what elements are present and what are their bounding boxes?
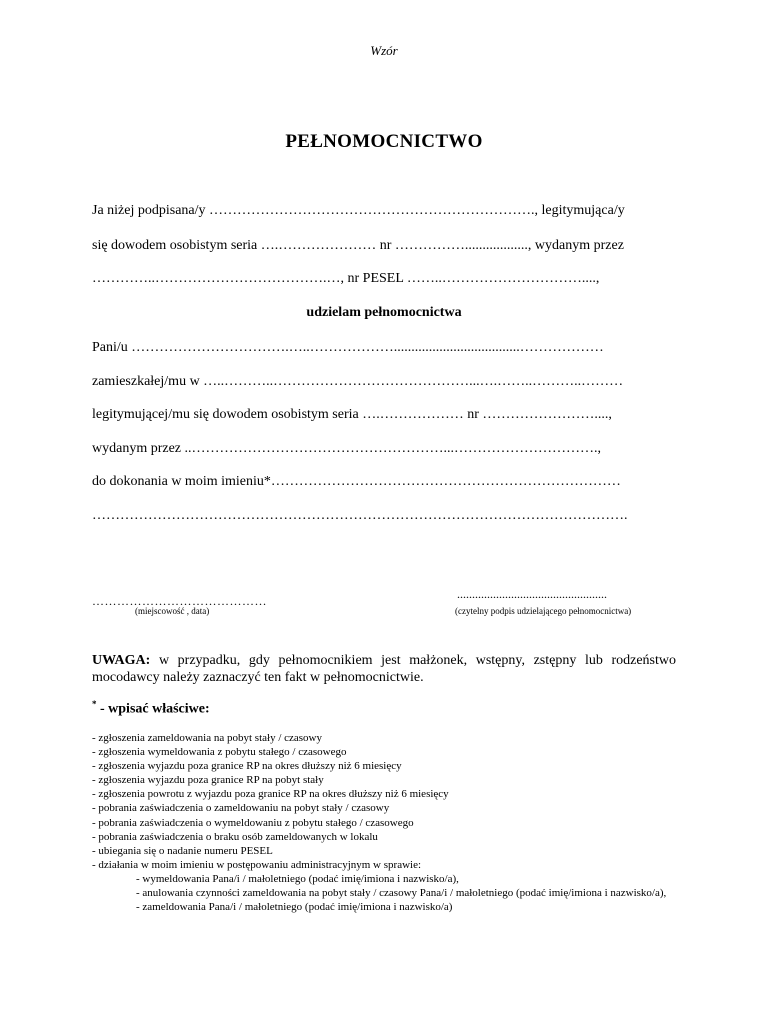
list-sub-item: - anulowania czynności zameldowania na pobyt stały / czasowy Pana/i / małoletniego (podać imię/imiona i nazwisko/a),: [136, 887, 667, 900]
list-item: - zgłoszenia powrotu z wyjazdu poza granice RP na okres dłuższy niż 6 miesięcy: [92, 788, 449, 801]
form-line-scope-cont: …………………………………………………………………………………………………….: [92, 508, 628, 523]
list-item: - zgłoszenia wymeldowania z pobytu stałego / czasowego: [92, 746, 347, 759]
footnote-heading: [92, 699, 210, 718]
list-item: - pobrania zaświadczenia o wymeldowaniu z pobytu stałego / czasowego: [92, 816, 414, 829]
list-item: - pobrania zaświadczenia o zameldowaniu na pobyt stały / czasowy: [92, 802, 390, 815]
grant-statement: udzielam pełnomocnictwa: [306, 305, 462, 320]
template-label: Wzór: [370, 43, 398, 58]
list-item: - ubiegania się o nadanie numeru PESEL: [92, 844, 273, 857]
list-item: - zgłoszenia zameldowania na pobyt stały / czasowy: [92, 732, 323, 744]
warning-label: UWAGA:: [92, 653, 151, 668]
form-line-pesel: …………..……………………………….…, nr PESEL ……..…………………………....,: [92, 271, 600, 286]
footnote-heading-text: - wpisać właściwe:: [96, 701, 210, 717]
document-title: PEŁNOMOCNICTWO: [285, 131, 483, 152]
form-line-agent-name: Pani/u …………………………….…..………………....................................………………: [92, 340, 604, 355]
list-item: - pobrania zaświadczenia o braku osób zameldowanych w lokalu: [92, 830, 378, 843]
form-line-principal: Ja niżej podpisana/y ……………………………………………………………., legitymująca/y: [92, 203, 625, 218]
form-line-id-series: się dowodem osobistym seria ….………………… nr …………….................., wydanym przez: [92, 238, 624, 253]
form-line-agent-issued: wydanym przez ..………………………………………………...………………………….,: [92, 441, 602, 456]
signature-caption: (czytelny podpis udzielającego pełnomocnictwa): [455, 606, 632, 616]
list-item: - zgłoszenia wyjazdu poza granice RP na pobyt stały: [92, 774, 324, 787]
footnote-marker: *: [92, 699, 97, 709]
form-line-scope: do dokonania w moim imieniu*…………………………………………………………………: [92, 474, 621, 489]
place-date-line: ……………………………………: [92, 594, 267, 608]
list-item: - działania w moim imieniu w postępowaniu administracyjnym w sprawie:: [92, 858, 422, 871]
warning-note: [92, 652, 676, 686]
form-line-agent-id: legitymującej/mu się dowodem osobistym seria ….……………… nr ……………………....,: [92, 407, 612, 422]
place-date-caption: (miejscowość , data): [135, 606, 210, 616]
signature-line: ..................................................: [457, 587, 607, 601]
list-item: - zgłoszenia wyjazdu poza granice RP na okres dłuższy niż 6 miesięcy: [92, 760, 402, 773]
list-sub-item: - wymeldowania Pana/i / małoletniego (podać imię/imiona i nazwisko/a),: [136, 872, 459, 885]
warning-text: w przypadku, gdy pełnomocnikiem jest małżonek, wstępny, zstępny lub rodzeństwo mocodawcy należy zaznaczyć ten fakt w pełnomocnictwie.: [92, 653, 676, 685]
list-sub-item: - zameldowania Pana/i / małoletniego (podać imię/imiona i nazwisko/a): [136, 901, 453, 914]
form-line-agent-address: zamieszkałej/mu w …..………..……………………………………...….……..………..………: [92, 374, 624, 389]
options-list: [92, 731, 682, 914]
